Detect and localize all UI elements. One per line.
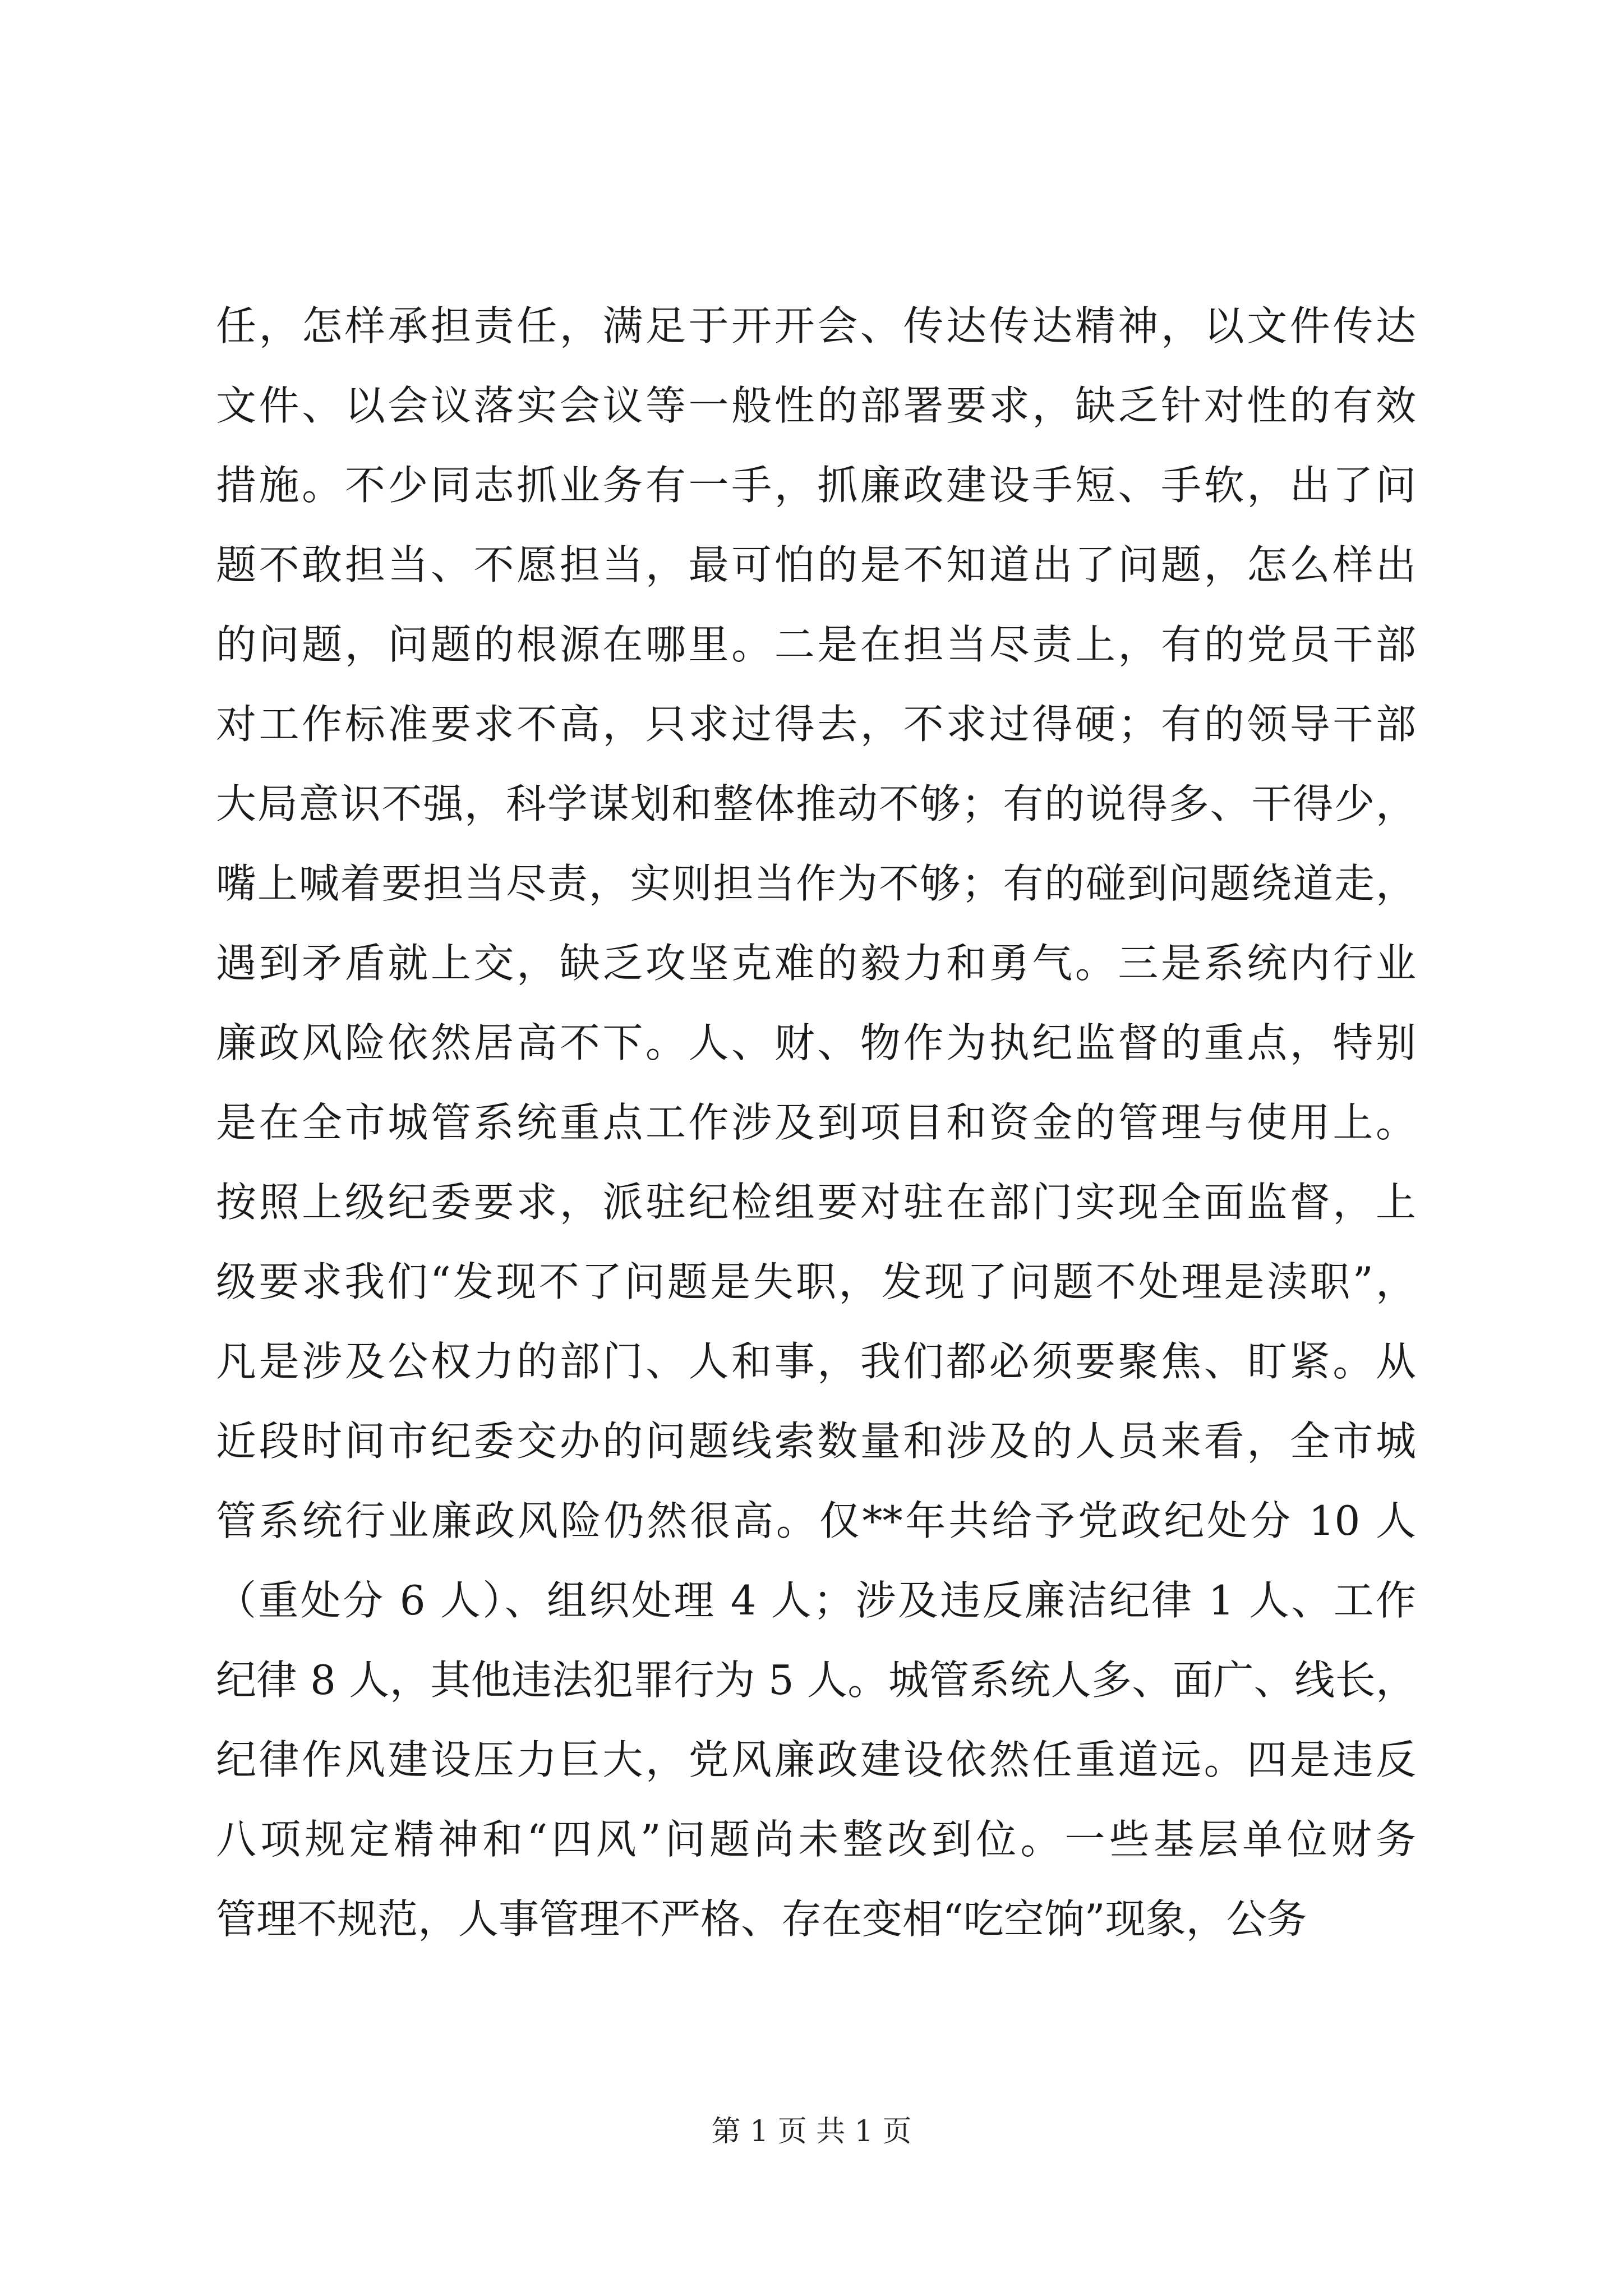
text-line: 大局意识不强，科学谋划和整体推动不够；有的说得多、干得少， — [216, 780, 1416, 827]
text-line: 嘴上喊着要担当尽责，实则担当作为不够；有的碰到问题绕道走， — [216, 860, 1416, 907]
text-line: 近段时间市纪委交办的问题线索数量和涉及的人员来看，全市城 — [216, 1418, 1416, 1465]
text-line: 措施。不少同志抓业务有一手，抓廉政建设手短、手软，出了问 — [216, 462, 1416, 509]
text-line: 任，怎样承担责任，满足于开开会、传达传达精神，以文件传达 — [216, 302, 1416, 349]
text-line: 纪律 8 人，其他违法犯罪行为 5 人。城管系统人多、面广、线长， — [216, 1657, 1416, 1704]
text-line: 管系统行业廉政风险仍然很高。仅**年共给予党政纪处分 10 人 — [216, 1497, 1416, 1544]
text-line: 文件、以会议落实会议等一般性的部署要求，缺乏针对性的有效 — [216, 382, 1416, 429]
text-line: 对工作标准要求不高，只求过得去，不求过得硬；有的领导干部 — [216, 701, 1416, 748]
text-line: 八项规定精神和“四风”问题尚未整改到位。一些基层单位财务 — [216, 1816, 1416, 1863]
text-line: 廉政风险依然居高不下。人、财、物作为执纪监督的重点，特别 — [216, 1019, 1416, 1066]
text-line: 级要求我们“发现不了问题是失职，发现了问题不处理是渎职”， — [216, 1258, 1416, 1305]
text-line: 遇到矛盾就上交，缺乏攻坚克难的毅力和勇气。三是系统内行业 — [216, 940, 1416, 987]
text-line: 题不敢担当、不愿担当，最可怕的是不知道出了问题，怎么样出 — [216, 541, 1416, 588]
text-line: 的问题，问题的根源在哪里。二是在担当尽责上，有的党员干部 — [216, 621, 1416, 668]
body-text — [216, 286, 1416, 1959]
page-number-label: 第 1 页 共 1 页 — [711, 2115, 912, 2148]
text-line: 管理不规范，人事管理不严格、存在变相“吃空饷”现象，公务 — [216, 1895, 1307, 1943]
text-line: 是在全市城管系统重点工作涉及到项目和资金的管理与使用上。 — [216, 1099, 1416, 1146]
text-line: （重处分 6 人）、组织处理 4 人；涉及违反廉洁纪律 1 人、工作 — [216, 1577, 1416, 1624]
page-footer — [0, 2109, 1623, 2154]
text-line: 凡是涉及公权力的部门、人和事，我们都必须要聚焦、盯紧。从 — [216, 1338, 1416, 1385]
text-line: 纪律作风建设压力巨大，党风廉政建设依然任重道远。四是违反 — [216, 1736, 1416, 1783]
text-line: 按照上级纪委要求，派驻纪检组要对驻在部门实现全面监督，上 — [216, 1179, 1416, 1226]
